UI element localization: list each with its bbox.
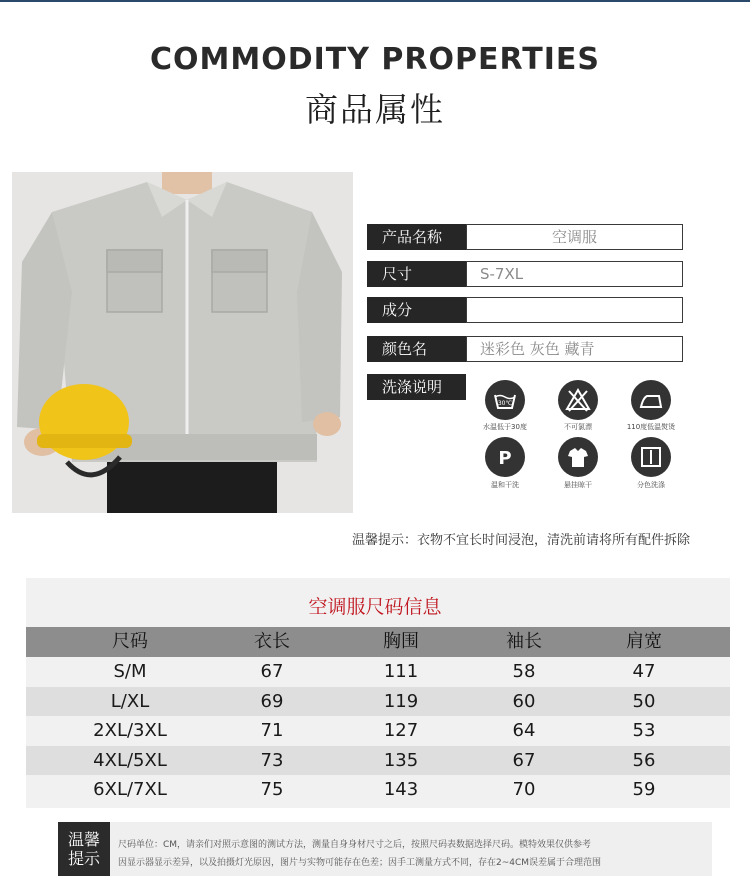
header-cell: 胸围 [383, 631, 419, 652]
attr-value: 迷彩色 灰色 藏青 [466, 336, 683, 362]
size-cell: 6XL/7XL [93, 779, 167, 800]
wash-text: 水温低于30度 [483, 423, 527, 431]
attr-label: 颜色名 [367, 336, 466, 362]
attr-label: 产品名称 [367, 224, 466, 250]
dry-clean-icon [485, 437, 525, 477]
section-title-cn: 商品属性 [305, 90, 445, 129]
attr-row-color [367, 336, 683, 362]
notice-badge-line2: 提示 [67, 849, 100, 868]
table-row [26, 716, 730, 745]
notice-badge [58, 822, 110, 876]
size-table-title: 空调服尺码信息 [308, 596, 442, 618]
section-title-en: COMMODITY PROPERTIES [150, 42, 600, 77]
iron-110-icon [631, 380, 671, 420]
notice-line-1: 尺码单位：CM，请亲们对照示意图的测试方法，测量自身身材尺寸之后，按照尺码表数据选择尺码。模特效果仅供参考 [118, 840, 592, 850]
header-cell: 尺码 [112, 631, 148, 652]
notice-badge-line1: 温馨 [67, 830, 100, 849]
size-cell: L/XL [110, 691, 150, 712]
svg-text:P: P [498, 448, 512, 469]
length-cell: 71 [260, 720, 284, 741]
header-cell: 衣长 [254, 631, 290, 652]
header-cell: 袖长 [506, 631, 542, 652]
chest-cell: 143 [383, 779, 419, 800]
sleeve-cell: 64 [512, 720, 536, 741]
care-tip: 温馨提示：衣物不宜长时间浸泡，清洗前请将所有配件拆除 [351, 533, 690, 548]
chest-cell: 127 [383, 720, 419, 741]
svg-text:30℃: 30℃ [497, 400, 513, 407]
attr-row-size [367, 261, 683, 287]
attr-label: 尺寸 [367, 261, 466, 287]
size-cell: 4XL/5XL [93, 750, 167, 771]
sleeve-cell: 67 [512, 750, 536, 771]
attr-row-material [367, 297, 683, 323]
size-cell: 2XL/3XL [93, 720, 167, 741]
length-cell: 75 [260, 779, 284, 800]
shoulder-cell: 53 [632, 720, 656, 741]
table-row [26, 687, 730, 716]
wash-separately-icon [631, 437, 671, 477]
attr-row-product-name [367, 224, 683, 250]
length-cell: 69 [260, 691, 284, 712]
chest-cell: 111 [383, 661, 419, 682]
sleeve-cell: 60 [512, 691, 536, 712]
wash-30-icon [485, 380, 525, 420]
attr-value: 空调服 [466, 224, 683, 250]
wash-text: 温和干洗 [491, 481, 519, 489]
size-cell: S/M [113, 661, 147, 682]
wash-text: 110度低温熨烫 [626, 423, 676, 431]
wash-text: 分色洗涤 [637, 481, 665, 489]
top-border-line [0, 0, 750, 2]
shoulder-cell: 50 [632, 691, 656, 712]
no-bleach-icon [558, 380, 598, 420]
attr-value [466, 297, 683, 323]
wash-text: 悬挂晾干 [564, 481, 592, 489]
wash-text: 不可氯漂 [564, 423, 592, 431]
table-row [26, 775, 730, 804]
chest-cell: 119 [383, 691, 419, 712]
length-cell: 73 [260, 750, 284, 771]
attr-value: S-7XL [466, 261, 683, 287]
shoulder-cell: 56 [632, 750, 656, 771]
chest-cell: 135 [383, 750, 419, 771]
attr-label: 成分 [367, 297, 466, 323]
notice-line-2: 因显示器显示差异，以及拍摄灯光原因，图片与实物可能存在色差；因手工测量方式不同，存在2~4CM误差属于合理范围 [118, 858, 602, 868]
wash-label: 洗涤说明 [367, 374, 466, 400]
table-row [26, 746, 730, 775]
header-cell: 肩宽 [626, 631, 662, 652]
shoulder-cell: 59 [632, 779, 656, 800]
table-row [26, 657, 730, 686]
sleeve-cell: 70 [512, 779, 536, 800]
length-cell: 67 [260, 661, 284, 682]
sleeve-cell: 58 [512, 661, 536, 682]
hang-dry-icon [558, 437, 598, 477]
size-table-header [26, 627, 730, 657]
product-photo [12, 172, 353, 513]
shoulder-cell: 47 [632, 661, 656, 682]
